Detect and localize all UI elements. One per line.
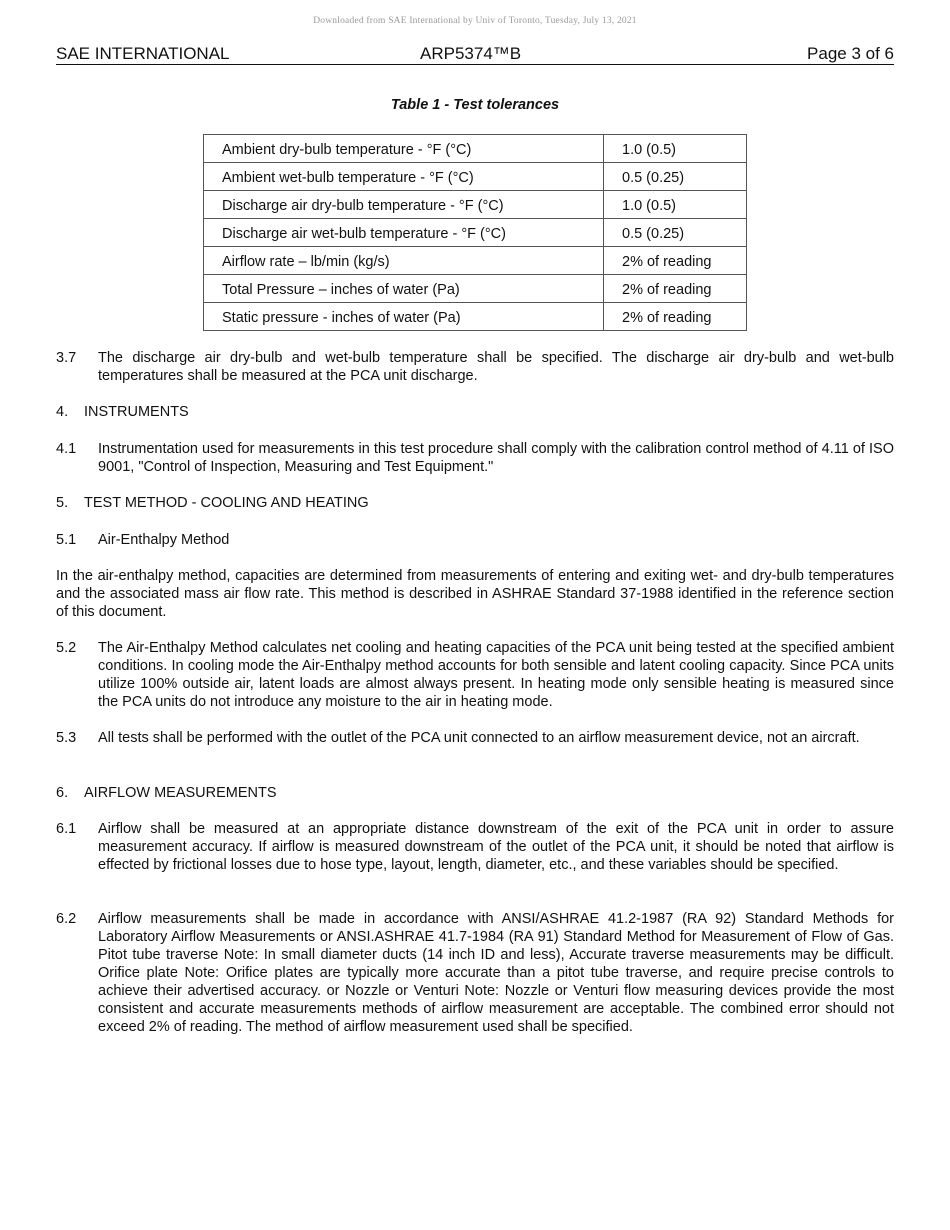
table-cell-parameter: Ambient dry-bulb temperature - °F (°C) — [204, 135, 604, 163]
section-4-heading — [56, 403, 894, 421]
header-page-number: Page 3 of 6 — [807, 44, 894, 63]
section-title: AIRFLOW MEASUREMENTS — [84, 785, 277, 801]
section-text: All tests shall be performed with the outlet of the PCA unit connected to an airflow measurement device, not an aircraft. — [98, 730, 860, 746]
table-cell-tolerance: 0.5 (0.25) — [604, 163, 747, 191]
table-row — [204, 191, 747, 219]
table-row — [204, 275, 747, 303]
table-cell-parameter: Discharge air wet-bulb temperature - °F (°C) — [204, 219, 604, 247]
header-organization: SAE INTERNATIONAL — [56, 44, 230, 63]
section-6-1 — [56, 820, 894, 874]
table-cell-tolerance: 1.0 (0.5) — [604, 191, 747, 219]
page-header — [56, 44, 894, 65]
table-row — [204, 303, 747, 331]
section-text: Airflow shall be measured at an appropriate distance downstream of the exit of the PCA unit in order to assure measurement accuracy. If airflow is measured downstream of the outlet of the PCA unit, it should be noted that airflow is effected by frictional losses due to hose type, layout, length, diameter, etc., and these variables should be specified. — [98, 821, 894, 873]
section-5-2 — [56, 639, 894, 711]
section-number: 6. — [56, 785, 69, 801]
section-title: INSTRUMENTS — [84, 404, 189, 420]
section-text: Airflow measurements shall be made in accordance with ANSI/ASHRAE 41.2-1987 (RA 92) Standard Methods for Laboratory Airflow Measurements or ANSI.ASHRAE 41.7-1984 (RA 91) Standard Method for Measurement of Flow of Gas. Pitot tube traverse Note: In small diameter ducts (14 inch ID and less), Accurate traverse measurements may be difficult. Orifice plate Note: Orifice plates are typically more accurate than a pitot tube traverse, and require precise controls to achieve their advertised accuracy. or Nozzle or Venturi Note: Nozzle or Venturi flow measuring devices provide the most consistent and accurate measurements methods of airflow measurement are acceptable. The combined error should not exceed 2% of reading. The method of airflow measurement used shall be specified. — [98, 911, 894, 1035]
section-6-2 — [56, 910, 894, 1036]
air-enthalpy-paragraph: In the air-enthalpy method, capacities are determined from measurements of entering and exiting wet- and dry-bulb temperatures and the associated mass air flow rate. This method is described in ASHRAE Standard 37-1988 identified in the reference section of this document. — [56, 568, 894, 620]
section-number: 5.3 — [56, 730, 77, 746]
section-number: 6.2 — [56, 911, 77, 927]
section-title: Air-Enthalpy Method — [98, 532, 230, 548]
table-cell-parameter: Total Pressure – inches of water (Pa) — [204, 275, 604, 303]
section-5-heading — [56, 494, 894, 512]
table-cell-tolerance: 2% of reading — [604, 275, 747, 303]
table-row — [204, 135, 747, 163]
section-5-3 — [56, 729, 894, 747]
section-number: 5.2 — [56, 640, 77, 656]
table-row — [204, 219, 747, 247]
section-title: TEST METHOD - COOLING AND HEATING — [84, 495, 369, 511]
section-3-7 — [56, 349, 894, 385]
table-cell-tolerance: 2% of reading — [604, 247, 747, 275]
section-5-1-heading — [56, 531, 894, 549]
table-cell-tolerance: 1.0 (0.5) — [604, 135, 747, 163]
section-number: 6.1 — [56, 821, 77, 837]
section-6-heading — [56, 784, 894, 802]
table-cell-parameter: Ambient wet-bulb temperature - °F (°C) — [204, 163, 604, 191]
header-document-id: ARP5374™B — [420, 44, 522, 63]
section-text: Instrumentation used for measurements in this test procedure shall comply with the calibration control method of 4.11 of ISO 9001, "Control of Inspection, Measuring and Test Equipment." — [98, 441, 894, 475]
section-text: The Air-Enthalpy Method calculates net cooling and heating capacities of the PCA unit being tested at the specified ambient conditions. In cooling mode the Air-Enthalpy method accounts for both sensible and latent cooling capacity. Since PCA units utilize 100% outside air, latent loads are almost always present. In heating mode only sensible heating is measured since the PCA units do not introduce any moisture to the air in heating mode. — [98, 640, 894, 710]
table-cell-tolerance: 2% of reading — [604, 303, 747, 331]
table-cell-parameter: Static pressure - inches of water (Pa) — [204, 303, 604, 331]
test-tolerances-table — [203, 134, 747, 331]
download-watermark: Downloaded from SAE International by Univ of Toronto, Tuesday, July 13, 2021 — [313, 16, 637, 26]
section-number: 4. — [56, 404, 69, 420]
table-cell-parameter: Airflow rate – lb/min (kg/s) — [204, 247, 604, 275]
section-number: 5.1 — [56, 532, 77, 548]
section-number: 3.7 — [56, 350, 77, 366]
table-title: Table 1 - Test tolerances — [390, 97, 560, 113]
section-number: 5. — [56, 495, 69, 511]
section-4-1 — [56, 440, 894, 476]
table-cell-tolerance: 0.5 (0.25) — [604, 219, 747, 247]
section-number: 4.1 — [56, 441, 77, 457]
section-text: The discharge air dry-bulb and wet-bulb temperature shall be specified. The discharge air dry-bulb and wet-bulb temperatures shall be measured at the PCA unit discharge. — [98, 350, 894, 384]
table-cell-parameter: Discharge air dry-bulb temperature - °F (°C) — [204, 191, 604, 219]
table-row — [204, 247, 747, 275]
table-row — [204, 163, 747, 191]
